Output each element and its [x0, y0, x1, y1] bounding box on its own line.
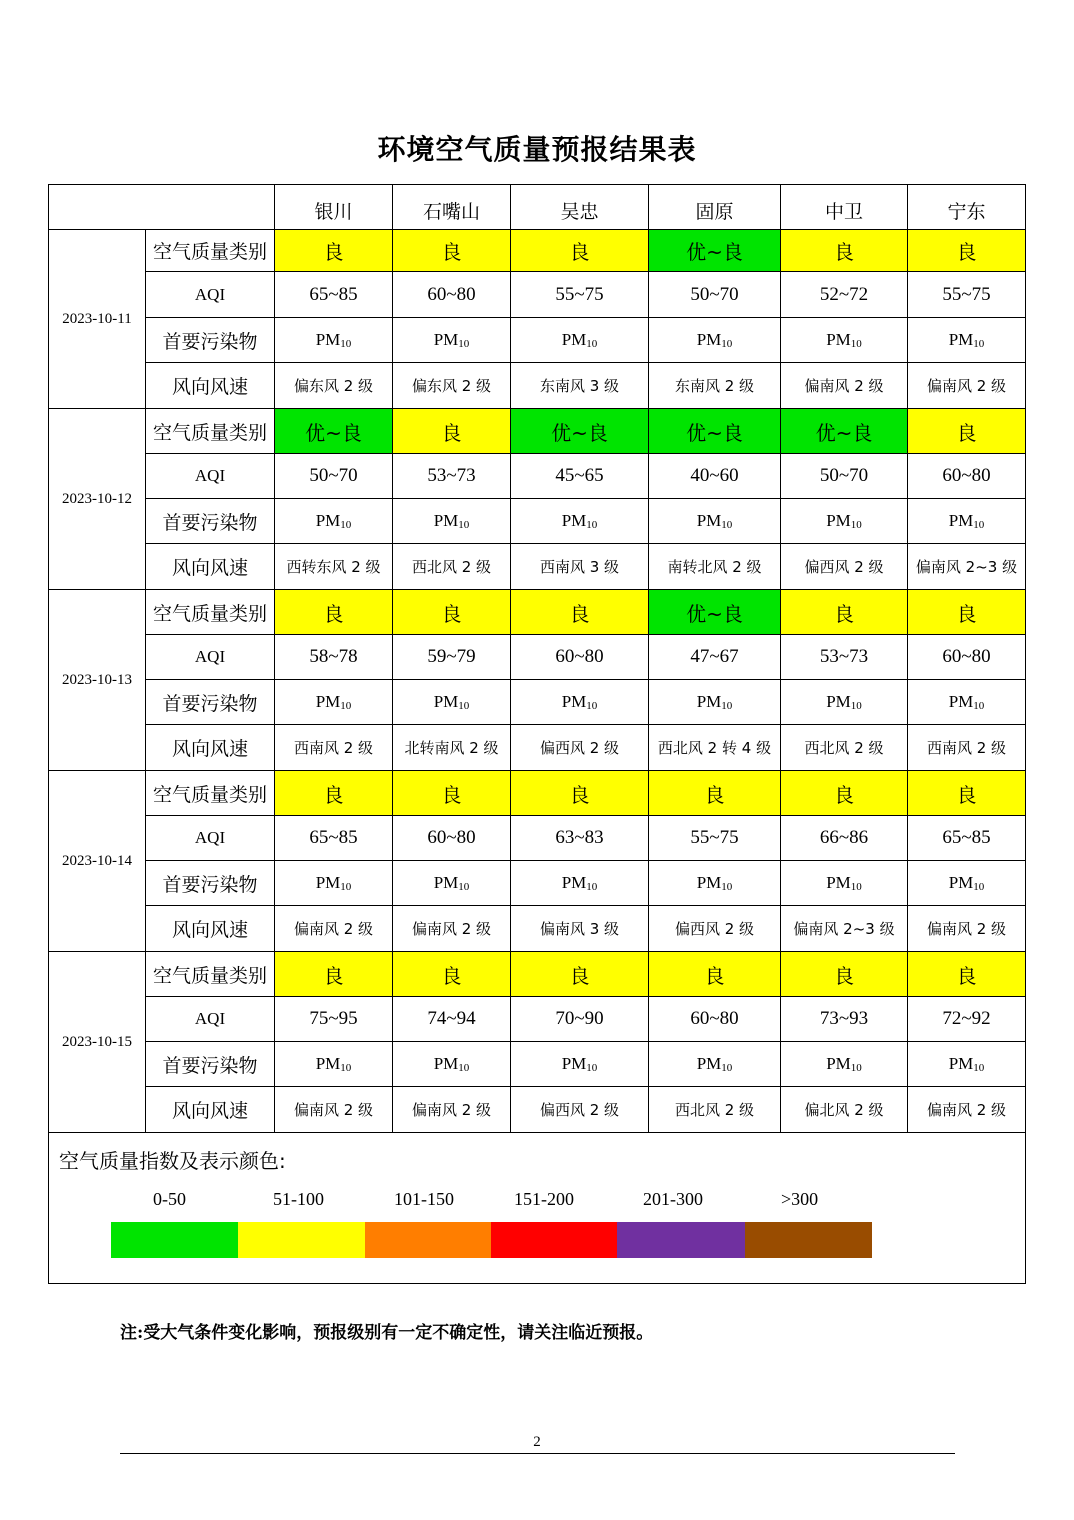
pollutant-cell: [908, 499, 1026, 544]
wind-cell: 西南风 3 级: [511, 544, 649, 590]
category-cell: 良: [908, 590, 1026, 635]
wind-cell: 西北风 2 级: [781, 725, 908, 771]
pollutant-cell: [649, 861, 781, 906]
aqi-cell: 52~72: [781, 272, 908, 318]
category-cell: 良: [275, 230, 393, 272]
row-label-category: 空气质量类别: [146, 230, 275, 272]
pollutant-subscript: 10: [458, 1062, 470, 1074]
wind-cell: 西北风 2 转 4 级: [649, 725, 781, 771]
wind-cell: 偏南风 3 级: [511, 906, 649, 952]
pollutant-cell: [275, 499, 393, 544]
aqi-cell: 63~83: [511, 816, 649, 861]
pollutant-name: PM: [826, 511, 851, 530]
category-cell: 良: [393, 230, 511, 272]
aqi-cell: 47~67: [649, 635, 781, 680]
aqi-cell: 40~60: [649, 454, 781, 499]
table-row: [49, 409, 1026, 454]
date-cell: 2023-10-11: [49, 230, 146, 409]
row-label-category: 空气质量类别: [146, 771, 275, 816]
table-row: [49, 861, 1026, 906]
pollutant-name: PM: [561, 692, 587, 711]
pollutant-name: PM: [826, 873, 851, 892]
category-cell: 良: [908, 409, 1026, 454]
table-row: [49, 952, 1026, 997]
legend-color-swatch: [491, 1222, 617, 1258]
pollutant-name: PM: [561, 873, 587, 892]
category-cell: 良: [275, 952, 393, 997]
aqi-cell: 74~94: [393, 997, 511, 1042]
pollutant-subscript: 10: [340, 338, 352, 350]
legend-color-swatch: [617, 1222, 745, 1258]
pollutant-name: PM: [433, 330, 459, 349]
pollutant-cell: [781, 499, 908, 544]
pollutant-cell: [781, 1042, 908, 1087]
wind-cell: 偏南风 2~3 级: [908, 544, 1026, 590]
pollutant-cell: [908, 318, 1026, 363]
pollutant-name: PM: [315, 511, 341, 530]
pollutant-subscript: 10: [721, 881, 733, 893]
wind-cell: 西北风 2 级: [649, 1087, 781, 1133]
category-cell: 良: [908, 771, 1026, 816]
pollutant-name: PM: [433, 511, 459, 530]
pollutant-name: PM: [315, 330, 341, 349]
city-header: 宁东: [908, 185, 1026, 230]
row-label-category: 空气质量类别: [146, 409, 275, 454]
row-label-category: 空气质量类别: [146, 590, 275, 635]
table-row: [49, 590, 1026, 635]
pollutant-name: PM: [696, 330, 722, 349]
wind-cell: 偏西风 2 级: [649, 906, 781, 952]
legend-row: [49, 1133, 1026, 1284]
pollutant-name: PM: [948, 873, 974, 892]
wind-cell: 西南风 2 级: [908, 725, 1026, 771]
category-cell: 良: [275, 771, 393, 816]
wind-cell: 偏南风 2 级: [908, 1087, 1026, 1133]
aqi-cell: 53~73: [393, 454, 511, 499]
aqi-cell: 55~75: [908, 272, 1026, 318]
pollutant-cell: [781, 861, 908, 906]
legend-range-label: 201-300: [643, 1189, 703, 1209]
category-cell: 良: [649, 952, 781, 997]
wind-cell: 偏南风 2 级: [393, 1087, 511, 1133]
table-row: [49, 725, 1026, 771]
legend-range-label: 151-200: [514, 1189, 574, 1209]
pollutant-subscript: 10: [973, 519, 985, 531]
table-row: [49, 635, 1026, 680]
pollutant-cell: [511, 499, 649, 544]
pollutant-name: PM: [948, 511, 974, 530]
date-cell: 2023-10-15: [49, 952, 146, 1133]
aqi-cell: 60~80: [511, 635, 649, 680]
row-label-wind: 风向风速: [146, 1087, 275, 1133]
row-label-pollutant: 首要污染物: [146, 1042, 275, 1087]
pollutant-name: PM: [826, 1054, 851, 1073]
category-cell: 良: [511, 590, 649, 635]
category-cell: 良: [393, 409, 511, 454]
city-header: 吴忠: [511, 185, 649, 230]
category-cell: 优~良: [275, 409, 393, 454]
aqi-cell: 66~86: [781, 816, 908, 861]
page-number: 2: [533, 1434, 541, 1450]
category-cell: 良: [511, 230, 649, 272]
header-corner: [49, 185, 275, 230]
aqi-cell: 55~75: [649, 816, 781, 861]
pollutant-name: PM: [948, 692, 974, 711]
city-header: 固原: [649, 185, 781, 230]
pollutant-subscript: 10: [850, 1062, 862, 1074]
pollutant-subscript: 10: [340, 519, 352, 531]
pollutant-name: PM: [696, 1054, 722, 1073]
wind-cell: 偏西风 2 级: [781, 544, 908, 590]
table-row: [49, 1042, 1026, 1087]
category-cell: 良: [908, 230, 1026, 272]
category-cell: 良: [393, 771, 511, 816]
wind-cell: 偏北风 2 级: [781, 1087, 908, 1133]
city-header: 石嘴山: [393, 185, 511, 230]
category-cell: 良: [781, 590, 908, 635]
aqi-cell: 70~90: [511, 997, 649, 1042]
category-cell: 良: [511, 952, 649, 997]
aqi-cell: 60~80: [393, 272, 511, 318]
legend-color-swatch: [111, 1222, 238, 1258]
date-cell: 2023-10-14: [49, 771, 146, 952]
page-title: 环境空气质量预报结果表: [377, 133, 697, 166]
aqi-cell: 72~92: [908, 997, 1026, 1042]
table-row: [49, 771, 1026, 816]
pollutant-name: PM: [561, 330, 587, 349]
pollutant-cell: [511, 318, 649, 363]
wind-cell: 偏南风 2 级: [908, 906, 1026, 952]
pollutant-subscript: 10: [458, 338, 470, 350]
legend-title: 空气质量指数及表示颜色:: [59, 1149, 286, 1173]
category-cell: 良: [511, 771, 649, 816]
pollutant-name: PM: [315, 692, 341, 711]
legend-range-label: >300: [781, 1189, 819, 1209]
category-cell: 优~良: [511, 409, 649, 454]
pollutant-name: PM: [696, 692, 722, 711]
pollutant-cell: [275, 318, 393, 363]
table-row: [49, 1087, 1026, 1133]
table-row: [49, 997, 1026, 1042]
pollutant-subscript: 10: [340, 700, 352, 712]
pollutant-cell: [393, 318, 511, 363]
category-cell: 良: [393, 952, 511, 997]
pollutant-subscript: 10: [973, 338, 985, 350]
pollutant-name: PM: [433, 873, 459, 892]
aqi-cell: 60~80: [908, 635, 1026, 680]
wind-cell: 西北风 2 级: [393, 544, 511, 590]
pollutant-subscript: 10: [721, 700, 733, 712]
city-header: 中卫: [781, 185, 908, 230]
legend-color-swatch: [745, 1222, 872, 1258]
pollutant-cell: [511, 861, 649, 906]
category-cell: 优~良: [649, 409, 781, 454]
row-label-wind: 风向风速: [146, 363, 275, 409]
pollutant-subscript: 10: [973, 700, 985, 712]
wind-cell: 偏南风 2 级: [275, 1087, 393, 1133]
legend-range-label: 51-100: [273, 1189, 324, 1209]
category-cell: 良: [781, 952, 908, 997]
pollutant-subscript: 10: [850, 881, 862, 893]
aqi-cell: 60~80: [649, 997, 781, 1042]
legend-range-label: 101-150: [394, 1189, 454, 1209]
aqi-cell: 45~65: [511, 454, 649, 499]
pollutant-cell: [649, 1042, 781, 1087]
row-label-wind: 风向风速: [146, 544, 275, 590]
wind-cell: 偏南风 2 级: [393, 906, 511, 952]
wind-cell: 偏南风 2 级: [275, 906, 393, 952]
pollutant-subscript: 10: [458, 700, 470, 712]
row-label-wind: 风向风速: [146, 906, 275, 952]
aqi-cell: 55~75: [511, 272, 649, 318]
pollutant-cell: [781, 680, 908, 725]
wind-cell: 东南风 2 级: [649, 363, 781, 409]
aqi-cell: 58~78: [275, 635, 393, 680]
table-row: [49, 906, 1026, 952]
table-row: [49, 230, 1026, 272]
pollutant-cell: [649, 680, 781, 725]
pollutant-subscript: 10: [973, 1062, 985, 1074]
aqi-cell: 60~80: [393, 816, 511, 861]
pollutant-cell: [908, 1042, 1026, 1087]
pollutant-cell: [393, 680, 511, 725]
row-label-aqi: AQI: [146, 816, 275, 861]
aqi-legend: [49, 1133, 1026, 1284]
wind-cell: 东南风 3 级: [511, 363, 649, 409]
legend-color-swatch: [238, 1222, 365, 1258]
aqi-cell: 65~85: [275, 816, 393, 861]
category-cell: 良: [908, 952, 1026, 997]
pollutant-cell: [649, 318, 781, 363]
pollutant-name: PM: [561, 511, 587, 530]
aqi-cell: 59~79: [393, 635, 511, 680]
row-label-aqi: AQI: [146, 272, 275, 318]
table-row: [49, 544, 1026, 590]
table-row: [49, 680, 1026, 725]
aqi-cell: 60~80: [908, 454, 1026, 499]
pollutant-name: PM: [948, 330, 974, 349]
date-cell: 2023-10-12: [49, 409, 146, 590]
pollutant-subscript: 10: [586, 338, 598, 350]
pollutant-subscript: 10: [721, 1062, 733, 1074]
pollutant-name: PM: [826, 330, 851, 349]
pollutant-name: PM: [315, 1054, 341, 1073]
city-header: 银川: [275, 185, 393, 230]
pollutant-subscript: 10: [586, 700, 598, 712]
wind-cell: 偏西风 2 级: [511, 725, 649, 771]
pollutant-subscript: 10: [458, 519, 470, 531]
pollutant-cell: [393, 499, 511, 544]
pollutant-subscript: 10: [586, 881, 598, 893]
wind-cell: 西转东风 2 级: [275, 544, 393, 590]
pollutant-cell: [908, 680, 1026, 725]
aqi-cell: 75~95: [275, 997, 393, 1042]
wind-cell: 西南风 2 级: [275, 725, 393, 771]
wind-cell: 偏东风 2 级: [275, 363, 393, 409]
pollutant-subscript: 10: [340, 1062, 352, 1074]
aqi-cell: 50~70: [781, 454, 908, 499]
row-label-aqi: AQI: [146, 635, 275, 680]
table-row: [49, 272, 1026, 318]
pollutant-name: PM: [433, 1054, 459, 1073]
pollutant-subscript: 10: [850, 338, 862, 350]
pollutant-name: PM: [433, 692, 459, 711]
pollutant-name: PM: [315, 873, 341, 892]
pollutant-subscript: 10: [973, 881, 985, 893]
pollutant-cell: [393, 1042, 511, 1087]
row-label-pollutant: 首要污染物: [146, 861, 275, 906]
category-cell: 良: [393, 590, 511, 635]
table-row: [49, 363, 1026, 409]
wind-cell: 偏南风 2~3 级: [781, 906, 908, 952]
pollutant-cell: [781, 318, 908, 363]
pollutant-subscript: 10: [340, 881, 352, 893]
category-cell: 优~良: [649, 230, 781, 272]
wind-cell: 偏西风 2 级: [511, 1087, 649, 1133]
pollutant-subscript: 10: [850, 519, 862, 531]
table-row: [49, 816, 1026, 861]
aqi-cell: 65~85: [275, 272, 393, 318]
forecast-note: 注:受大气条件变化影响，预报级别有一定不确定性，请关注临近预报。: [120, 1323, 654, 1343]
pollutant-name: PM: [696, 873, 722, 892]
legend-range-label: 0-50: [153, 1189, 186, 1209]
wind-cell: 偏东风 2 级: [393, 363, 511, 409]
pollutant-cell: [393, 861, 511, 906]
category-cell: 优~良: [781, 409, 908, 454]
footer-divider: [120, 1453, 955, 1454]
legend-color-swatch: [365, 1222, 491, 1258]
table-row: [49, 499, 1026, 544]
pollutant-cell: [511, 1042, 649, 1087]
row-label-pollutant: 首要污染物: [146, 680, 275, 725]
pollutant-name: PM: [826, 692, 851, 711]
pollutant-subscript: 10: [721, 338, 733, 350]
aqi-cell: 53~73: [781, 635, 908, 680]
aqi-cell: 65~85: [908, 816, 1026, 861]
pollutant-cell: [511, 680, 649, 725]
pollutant-cell: [649, 499, 781, 544]
aqi-cell: 50~70: [275, 454, 393, 499]
date-cell: 2023-10-13: [49, 590, 146, 771]
category-cell: 优~良: [649, 590, 781, 635]
table-row: [49, 318, 1026, 363]
pollutant-name: PM: [696, 511, 722, 530]
row-label-pollutant: 首要污染物: [146, 318, 275, 363]
pollutant-cell: [908, 861, 1026, 906]
pollutant-subscript: 10: [586, 1062, 598, 1074]
pollutant-name: PM: [948, 1054, 974, 1073]
pollutant-subscript: 10: [458, 881, 470, 893]
category-cell: 良: [781, 771, 908, 816]
wind-cell: 北转南风 2 级: [393, 725, 511, 771]
forecast-table: [48, 184, 1026, 1284]
row-label-wind: 风向风速: [146, 725, 275, 771]
category-cell: 良: [649, 771, 781, 816]
wind-cell: 偏南风 2 级: [908, 363, 1026, 409]
pollutant-subscript: 10: [850, 700, 862, 712]
category-cell: 良: [781, 230, 908, 272]
row-label-category: 空气质量类别: [146, 952, 275, 997]
table-row: [49, 454, 1026, 499]
pollutant-cell: [275, 861, 393, 906]
aqi-cell: 73~93: [781, 997, 908, 1042]
aqi-cell: 50~70: [649, 272, 781, 318]
pollutant-subscript: 10: [586, 519, 598, 531]
pollutant-cell: [275, 680, 393, 725]
pollutant-subscript: 10: [721, 519, 733, 531]
row-label-pollutant: 首要污染物: [146, 499, 275, 544]
wind-cell: 偏南风 2 级: [781, 363, 908, 409]
pollutant-name: PM: [561, 1054, 587, 1073]
category-cell: 良: [275, 590, 393, 635]
header-row: [49, 185, 1026, 230]
row-label-aqi: AQI: [146, 997, 275, 1042]
pollutant-cell: [275, 1042, 393, 1087]
row-label-aqi: AQI: [146, 454, 275, 499]
wind-cell: 南转北风 2 级: [649, 544, 781, 590]
